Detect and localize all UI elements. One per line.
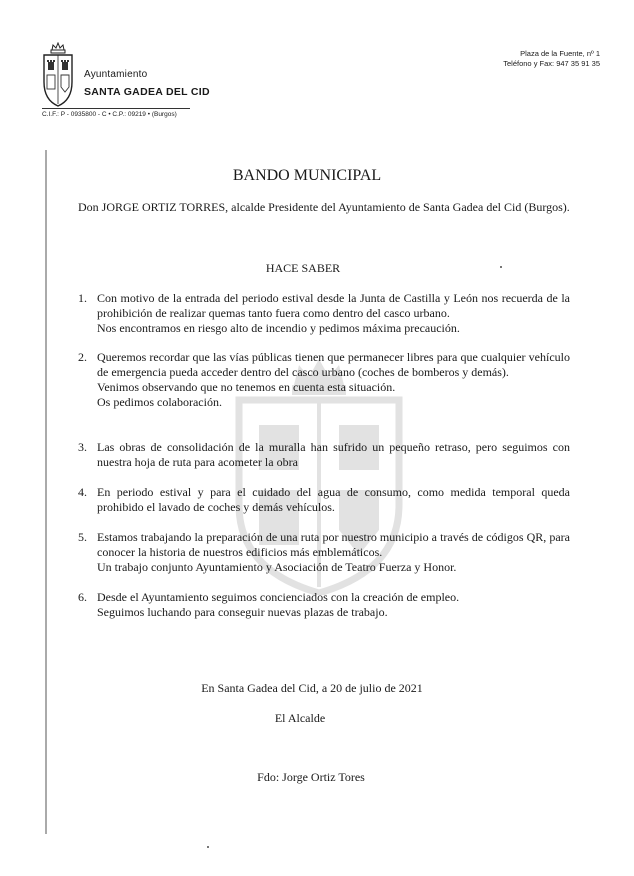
signature-role: El Alcalde	[274, 711, 326, 725]
item-paragraph: Queremos recordar que las vías públicas tienen que permanecer libres para que cualquier vehículo de emergencia pueda acceder dentro del casco urbano (coches de bomberos y demás).	[97, 350, 570, 379]
item-number: 5.	[78, 530, 87, 544]
item-paragraph: Las obras de consolidación de la muralla han sufrido un pequeño retraso, pero seguimos con nuestra hoja de ruta para acometer la obra	[97, 440, 570, 469]
item-paragraph: En periodo estival y para el cuidado del agua de consumo, como medida temporal queda prohibido el lavado de coches y demás vehículos.	[97, 485, 570, 514]
item-number: 3.	[78, 440, 87, 454]
notice-item	[78, 530, 570, 575]
item-paragraph: Un trabajo conjunto Ayuntamiento y Asociación de Teatro Fuerza y Honor.	[97, 560, 457, 574]
item-number: 6.	[78, 590, 87, 604]
notice-item	[78, 440, 570, 470]
notice-item	[78, 291, 570, 336]
contact-block	[503, 49, 600, 69]
proclamation-heading: HACE SABER	[265, 261, 341, 275]
document-title: BANDO MUNICIPAL	[232, 167, 382, 184]
item-paragraph: Estamos trabajando la preparación de una ruta por nuestro municipio a través de códigos QR, para conocer la historia de nuestros edificios más emblemáticos.	[97, 530, 570, 559]
item-paragraph: Venimos observando que no tenemos en cuenta esta situación.	[97, 380, 396, 394]
notice-item	[78, 590, 570, 620]
signature-place-date: En Santa Gadea del Cid, a 20 de julio de 2021	[201, 681, 423, 695]
item-paragraph: Con motivo de la entrada del periodo estival desde la Junta de Castilla y León nos recuerda de la prohibición de realizar quemas tanto fuera como dentro del casco urbano.	[97, 291, 570, 320]
town-prefix: Ayuntamiento	[84, 69, 148, 80]
intro-paragraph: Don JORGE ORTIZ TORRES, alcalde Presidente del Ayuntamiento de Santa Gadea del Cid (Burgos).	[78, 200, 570, 214]
coat-of-arms-logo	[38, 42, 78, 108]
notice-item	[78, 350, 570, 410]
fiscal-info: C.I.F.: P - 0935800 - C • C.P.: 09219 • (Burgos)	[42, 111, 177, 118]
notice-item	[78, 485, 570, 515]
item-paragraph: Nos encontramos en riesgo alto de incendio y pedimos máxima precaución.	[97, 321, 460, 335]
header-divider	[42, 108, 190, 109]
item-paragraph: Seguimos luchando para conseguir nuevas plazas de trabajo.	[97, 605, 388, 619]
town-name: SANTA GADEA DEL CID	[84, 86, 210, 98]
item-number: 1.	[78, 291, 87, 305]
scan-speck	[207, 846, 209, 848]
item-paragraph: Os pedimos colaboración.	[97, 395, 222, 409]
scan-speck	[500, 266, 502, 268]
item-number: 2.	[78, 350, 87, 364]
address-line: Plaza de la Fuente, nº 1	[520, 49, 600, 58]
phone-line: Teléfono y Fax: 947 35 91 35	[503, 59, 600, 68]
margin-rule	[45, 150, 47, 834]
signature-name: Fdo: Jorge Ortiz Tores	[257, 770, 365, 784]
item-paragraph: Desde el Ayuntamiento seguimos concienciados con la creación de empleo.	[97, 590, 460, 604]
item-number: 4.	[78, 485, 87, 499]
